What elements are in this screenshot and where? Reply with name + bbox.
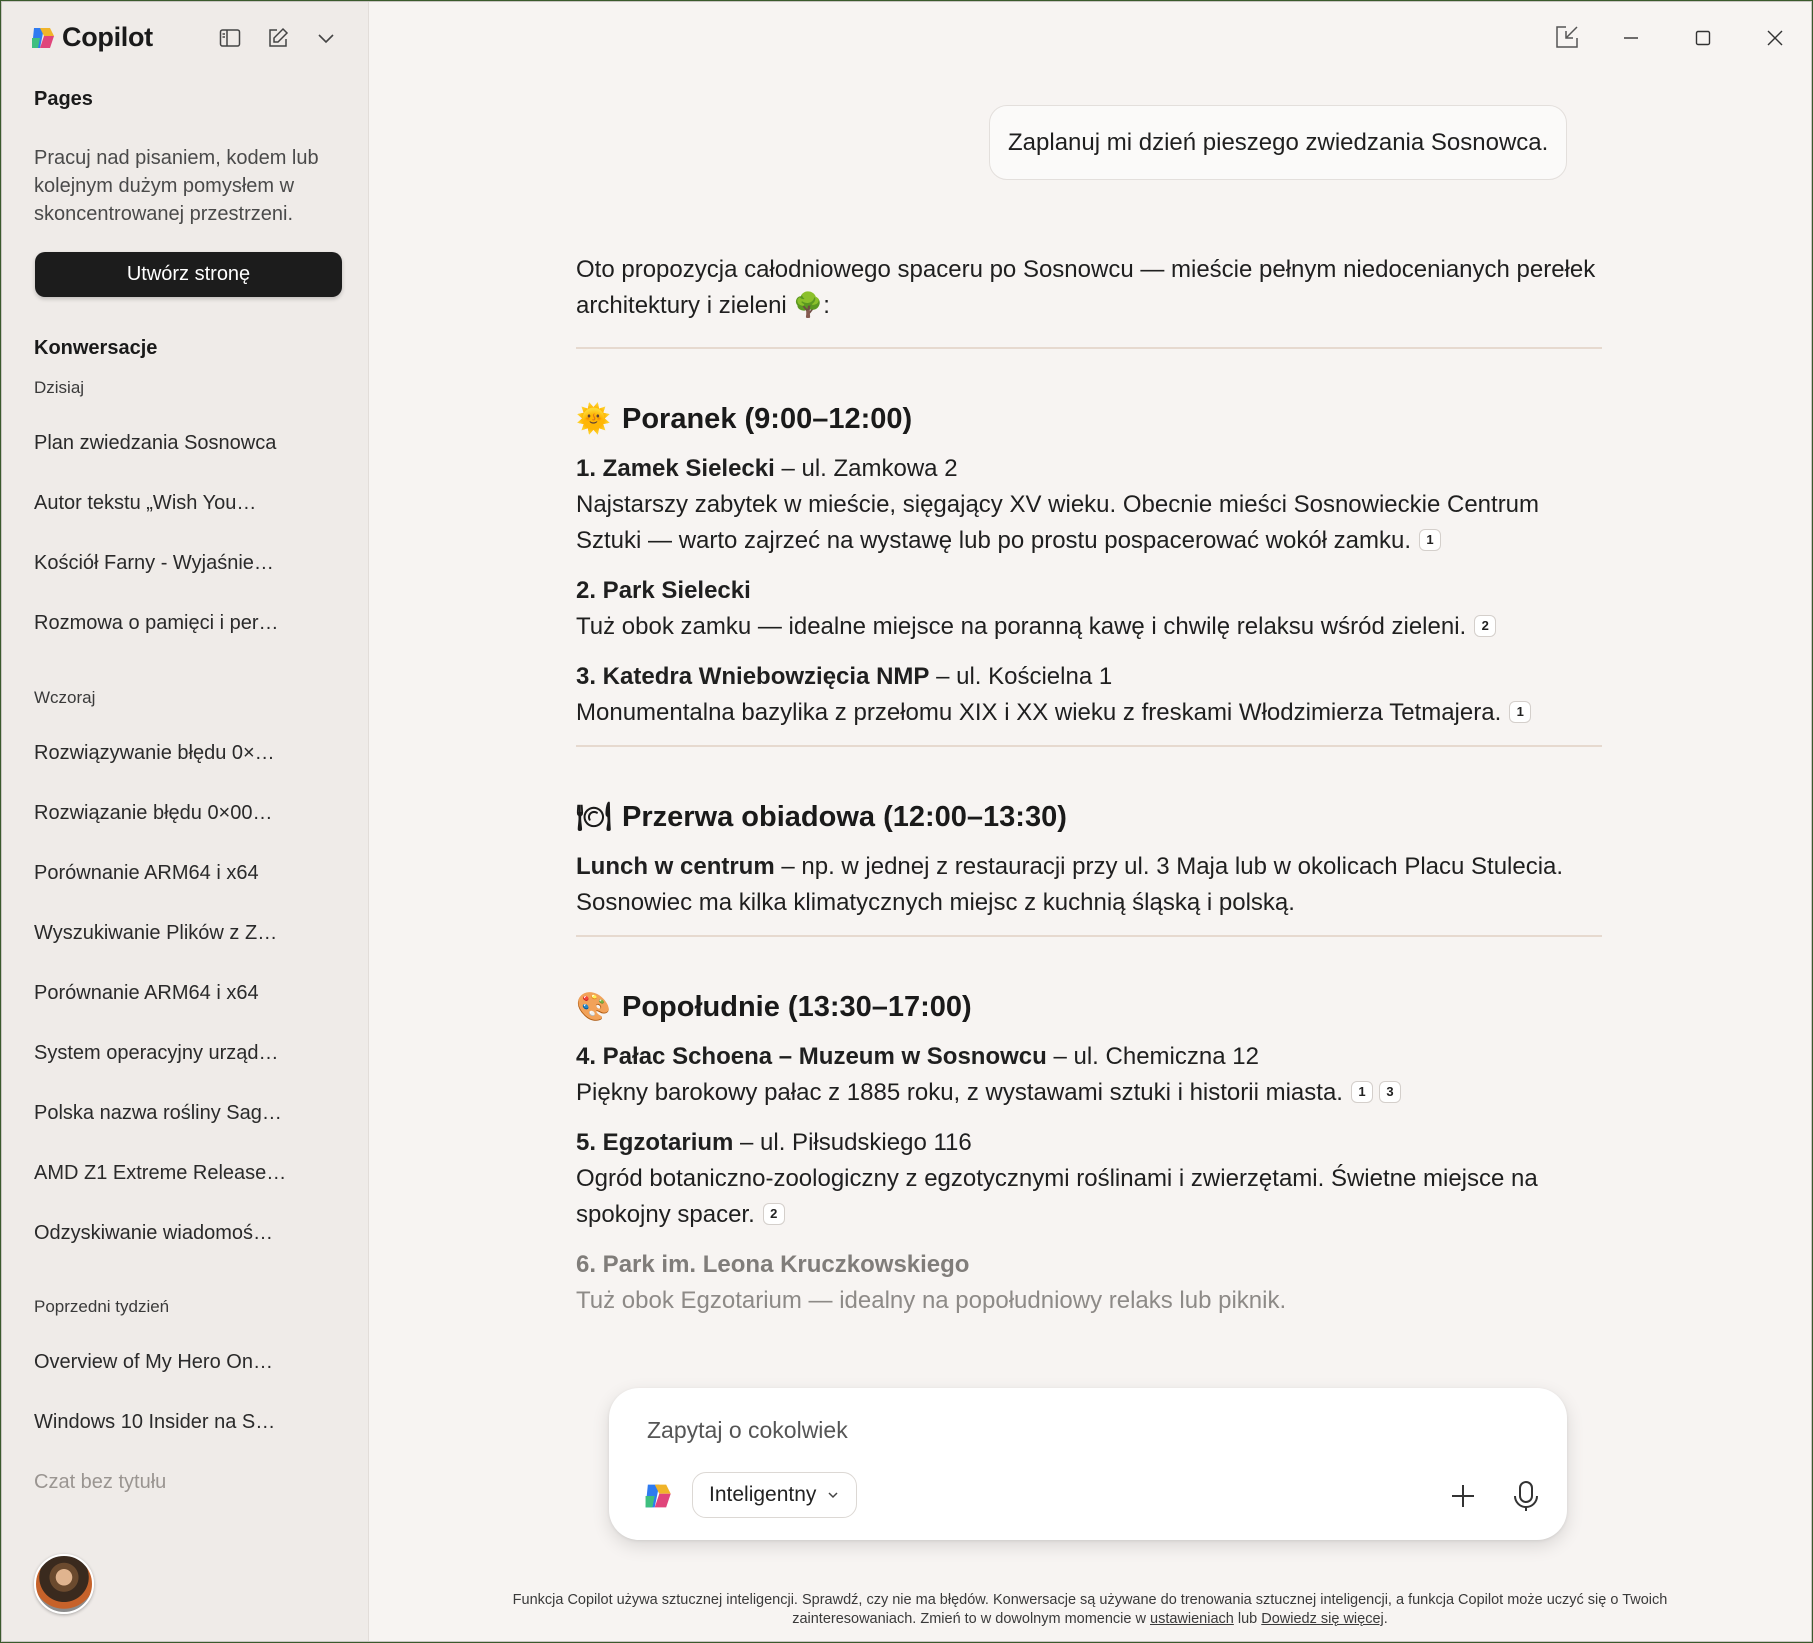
create-page-button[interactable]: Utwórz stronę (35, 252, 342, 297)
place-address: – ul. Kościelna 1 (929, 663, 1113, 690)
plate-icon: 🍽 (576, 801, 612, 832)
place-description: Monumentalna bazylika z przełomu XIX i XX wieku z freskami Włodzimierza Tetmajera. (576, 699, 1502, 726)
place-name: 5. Egzotarium (576, 1129, 734, 1156)
section-title: Poranek (9:00–12:00) (622, 403, 913, 435)
pages-heading: Pages (34, 88, 93, 110)
divider (576, 347, 1602, 349)
list-item (576, 1125, 1602, 1233)
list-item (576, 659, 1602, 731)
chat-area (370, 2, 1811, 1641)
list-item (576, 573, 1602, 645)
place-name: 3. Katedra Wniebowzięcia NMP (576, 663, 930, 690)
citation-badge[interactable]: 1 (1419, 529, 1441, 551)
list-item (576, 1039, 1602, 1111)
group-label-yesterday: Wczoraj (34, 688, 96, 707)
place-name: Lunch w centrum (576, 853, 775, 880)
disclaimer-connector: lub (1233, 1611, 1262, 1627)
conversation-item[interactable]: Rozwiązanie błędu 0×00… (34, 802, 273, 824)
conversation-item[interactable]: Polska nazwa rośliny Sag… (34, 1102, 282, 1124)
sun-icon: 🌞 (576, 403, 611, 434)
citation-badge[interactable]: 2 (1474, 615, 1496, 637)
brand (28, 22, 153, 53)
compose-icon (266, 26, 290, 50)
conversation-item[interactable]: System operacyjny urząd… (34, 1042, 279, 1064)
conversation-item[interactable]: Plan zwiedzania Sosnowca (34, 432, 277, 454)
palette-icon: 🎨 (576, 991, 611, 1022)
conversation-item[interactable]: Porównanie ARM64 i x64 (34, 982, 259, 1004)
new-chat-button[interactable] (264, 24, 292, 52)
place-address: – ul. Piłsudskiego 116 (733, 1129, 972, 1156)
message-input[interactable] (647, 1410, 1507, 1450)
app-name: Copilot (62, 22, 153, 52)
conversation-item[interactable]: AMD Z1 Extreme Release… (34, 1162, 287, 1184)
list-item (576, 849, 1602, 921)
place-description: Ogród botaniczno-zoologiczny z egzotycznymi roślinami i zwierzętami. Świetne miejsce na spokojny spacer. (576, 1165, 1538, 1228)
copilot-logo-icon (641, 1480, 673, 1512)
conversation-item[interactable]: Rozmowa o pamięci i per… (34, 612, 279, 634)
section-title: Popołudnie (13:30–17:00) (622, 991, 972, 1023)
group-label-today: Dzisiaj (34, 378, 85, 397)
place-name: 1. Zamek Sielecki (576, 455, 775, 482)
user-avatar[interactable] (34, 1554, 94, 1614)
citation-badge[interactable]: 1 (1351, 1081, 1373, 1103)
copilot-window (1, 1, 1812, 1642)
place-name: 4. Pałac Schoena – Muzeum w Sosnowcu (576, 1043, 1047, 1070)
conversation-item[interactable]: Kościół Farny - Wyjaśnie… (34, 552, 274, 574)
mode-selector[interactable] (692, 1472, 857, 1518)
conversation-item[interactable]: Autor tekstu „Wish You… (34, 492, 257, 514)
place-address: – ul. Chemiczna 12 (1046, 1043, 1259, 1070)
add-attachment-button[interactable] (1447, 1480, 1479, 1512)
mode-label: Inteligentny (709, 1483, 817, 1506)
conversation-item[interactable]: Czat bez tytułu (34, 1471, 167, 1493)
user-message: Zaplanuj mi dzień pieszego zwiedzania Sosnowca. (989, 105, 1567, 180)
conversation-item[interactable]: Wyszukiwanie Plików z Z… (34, 922, 278, 944)
citation-badge[interactable]: 3 (1379, 1081, 1401, 1103)
place-description: – np. w jednej z restauracji przy ul. 3 Maja lub w okolicach Placu Stulecia. Sosnowiec ma kilka klimatycznych miejsc z kuchnią śląską i polską. (576, 853, 1564, 916)
conversation-item[interactable]: Porównanie ARM64 i x64 (34, 862, 259, 884)
citation-badge[interactable]: 1 (1509, 701, 1531, 723)
conversation-item[interactable]: Windows 10 Insider na S… (34, 1411, 276, 1433)
chevron-down-icon (826, 1488, 840, 1502)
answer-intro: Oto propozycja całodniowego spaceru po Sosnowcu — mieście pełnym niedocenianych perełek architektury i zieleni 🌳: (576, 256, 1596, 319)
place-description: Tuż obok Egzotarium — idealny na popołudniowy relaks lub piknik. (576, 1287, 1287, 1314)
assistant-answer (576, 252, 1602, 1333)
learn-more-link[interactable]: Dowiedz się więcej (1261, 1611, 1384, 1627)
conversations-heading: Konwersacje (34, 337, 158, 359)
more-options-button[interactable] (312, 24, 340, 52)
citation-badge[interactable]: 2 (763, 1203, 785, 1225)
divider (576, 745, 1602, 747)
toggle-sidebar-button[interactable] (216, 24, 244, 52)
section-title: Przerwa obiadowa (12:00–13:30) (622, 801, 1067, 833)
place-name: 2. Park Sielecki (576, 577, 751, 604)
place-name: 6. Park im. Leona Kruczkowskiego (576, 1251, 970, 1278)
microphone-icon[interactable] (1509, 1478, 1543, 1514)
settings-link[interactable]: ustawieniach (1150, 1611, 1234, 1627)
list-item (576, 451, 1602, 559)
place-address: – ul. Zamkowa 2 (774, 455, 958, 482)
copilot-logo-icon (28, 24, 56, 52)
conversation-item[interactable]: Overview of My Hero On… (34, 1351, 273, 1373)
place-description: Najstarszy zabytek w mieście, sięgający XV wieku. Obecnie mieści Sosnowieckie Centrum Sztuki — warto zajrzeć na wystawę lub po prostu pospacerować wokół zamku. (576, 491, 1540, 554)
place-description: Tuż obok zamku — idealne miejsce na poranną kawę i chwilę relaksu wśród zieleni. (576, 613, 1467, 640)
section-heading (576, 799, 1602, 835)
place-description: Piękny barokowy pałac z 1885 roku, z wystawami sztuki i historii miasta. (576, 1079, 1343, 1106)
chevron-down-icon (314, 26, 338, 50)
group-label-last-week: Poprzedni tydzień (34, 1297, 170, 1316)
divider (576, 935, 1602, 937)
sidebar-toolbar (216, 24, 340, 52)
sidebar (2, 2, 369, 1641)
disclaimer-end: . (1383, 1611, 1388, 1627)
section-heading (576, 401, 1602, 437)
list-item (576, 1247, 1602, 1319)
conversation-item[interactable]: Odzyskiwanie wiadomoś… (34, 1222, 273, 1244)
pages-description: Pracuj nad pisaniem, kodem lub kolejnym dużym pomysłem w skoncentrowanej przestrzeni. (34, 147, 319, 225)
section-heading (576, 989, 1602, 1025)
disclaimer-text: Funkcja Copilot używa sztucznej inteligencji. Sprawdź, czy nie ma błędów. Konwersacje są używane do trenowania sztucznej inteligencji, a funkcja Copilot może uczyć się o Twoich zainteresowaniach. Zmień to w dowolnym momencie w (512, 1592, 1668, 1627)
disclaimer-footer (470, 1591, 1710, 1629)
conversation-item[interactable]: Rozwiązywanie błędu 0×… (34, 742, 275, 764)
message-composer (609, 1388, 1567, 1540)
sidebar-panel-icon (218, 26, 242, 50)
